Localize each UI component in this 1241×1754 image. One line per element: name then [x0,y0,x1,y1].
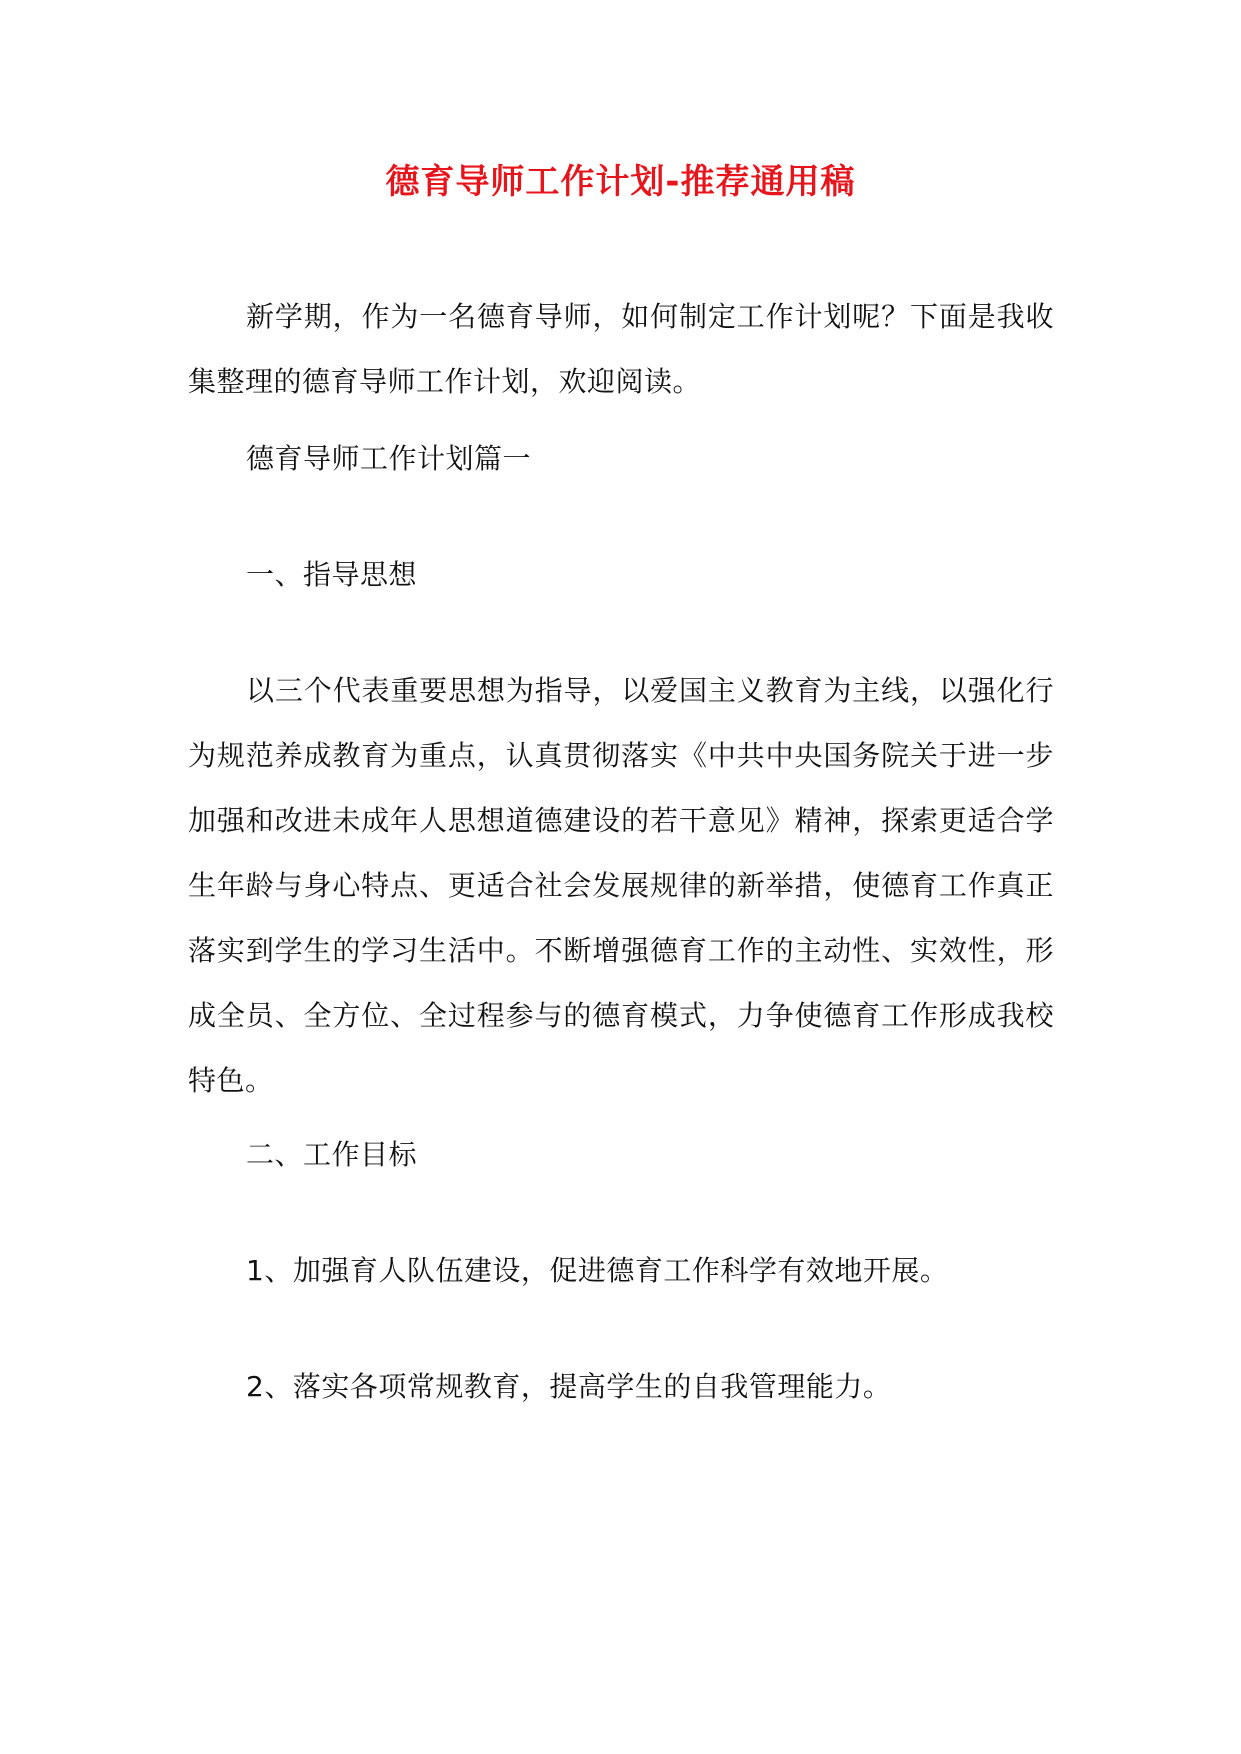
part2-heading: 二、工作目标 [246,1138,418,1171]
goal-item-2: 2、落实各项常规教育，提高学生的自我管理能力。 [246,1370,892,1403]
part1-heading: 一、指导思想 [246,558,418,591]
part1-body: 以三个代表重要思想为指导，以爱国主义教育为主线，以强化行为规范养成教育为重点，认真贯彻落实《中共中央国务院关于进一步加强和改进未成年人思想道德建设的若干意见》精神，探索更适合学生年龄与身心特点、更适合社会发展规律的新举措，使德育工作真正落实到学生的学习生活中。不断增强德育工作的主动性、实效性，形成全员、全方位、全过程参与的德育模式，力争使德育工作形成我校特色。 [188,674,1054,1097]
goal-item-1: 1、加强育人队伍建设，促进德育工作科学有效地开展。 [246,1254,949,1287]
section-heading: 德育导师工作计划篇一 [246,442,532,475]
intro-paragraph: 新学期，作为一名德育导师，如何制定工作计划呢？下面是我收集整理的德育导师工作计划，欢迎阅读。 [188,300,1054,398]
document-title: 德育导师工作计划-推荐通用稿 [385,162,856,202]
